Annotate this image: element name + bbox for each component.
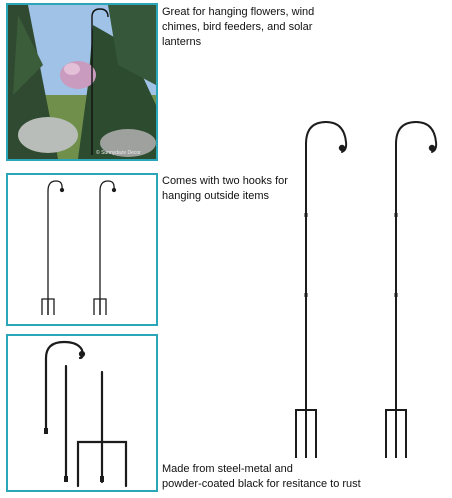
parts-panel <box>6 334 158 492</box>
two-hooks-illustration <box>8 175 156 324</box>
garden-photo <box>8 5 156 159</box>
photo-credit: © Sunnydaze Decor <box>96 150 141 156</box>
photo-caption: Great for hanging flowers, wind chimes, bird feeders, and solar lanterns <box>162 6 315 48</box>
photo-panel <box>6 3 158 161</box>
material-caption: Made from steel-metal and powder-coated black for resitance to rust <box>162 463 361 490</box>
hooks-caption: Comes with two hooks for hanging outside items <box>162 175 288 202</box>
hooks-panel <box>6 173 158 326</box>
shepherd-hook-icon <box>268 118 448 458</box>
parts-illustration <box>8 336 156 490</box>
